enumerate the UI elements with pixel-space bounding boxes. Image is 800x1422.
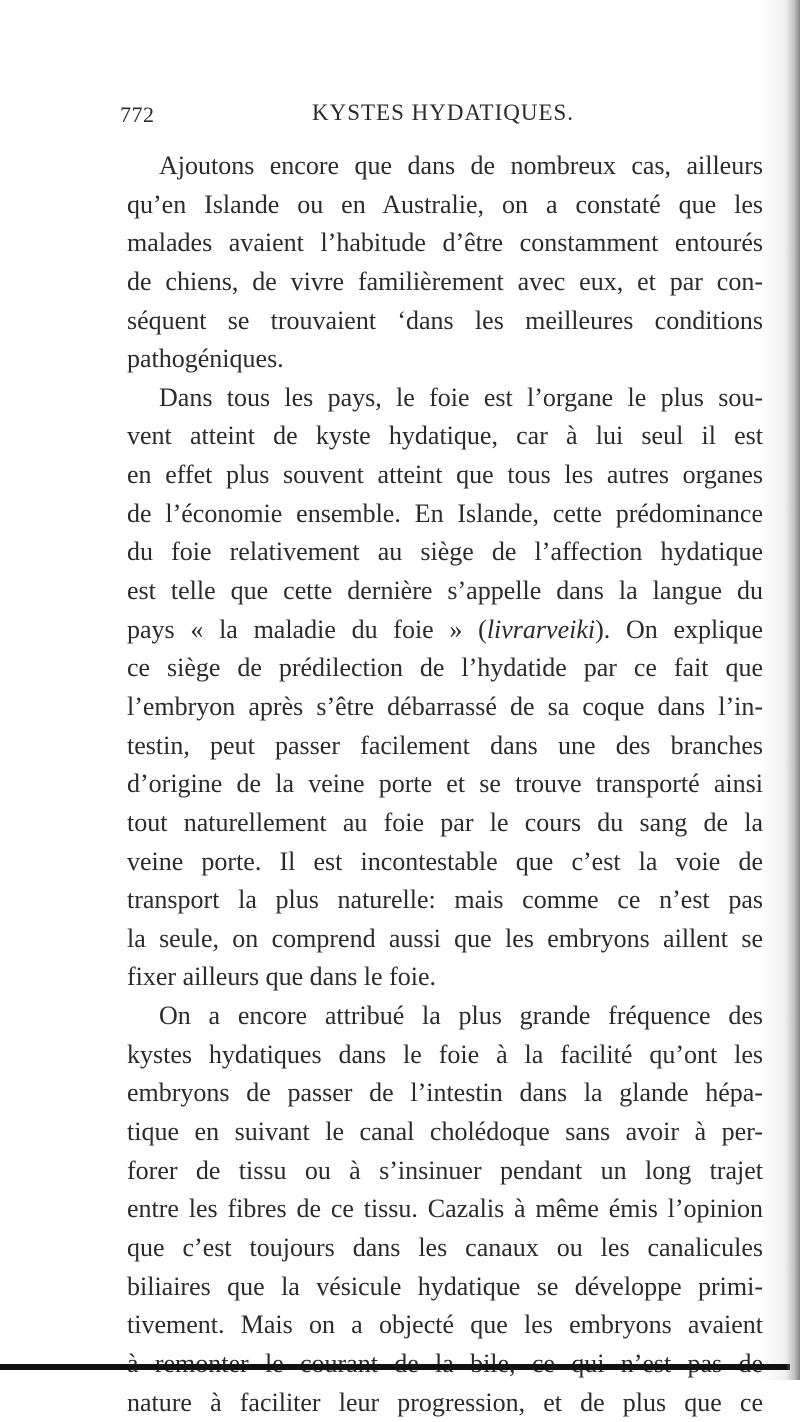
text-line: pays « la maladie du foie » (livrarveiki). On explique <box>127 611 763 650</box>
text-line: séquent se trouvaient ‘dans les meilleures conditions <box>127 302 763 341</box>
page-edge-shadow <box>786 0 800 1380</box>
text-line: Ajoutons encore que dans de nombreux cas, ailleurs <box>127 147 763 186</box>
text-line: en effet plus souvent atteint que tous les autres organes <box>127 456 763 495</box>
page-number: 772 <box>120 102 155 128</box>
text-line: tivement. Mais on a objecté que les embryons avaient <box>127 1306 763 1345</box>
text-line: la seule, on comprend aussi que les embryons aillent se <box>127 920 763 959</box>
text-line: kystes hydatiques dans le foie à la facilité qu’ont les <box>127 1036 763 1075</box>
text-line: est telle que cette dernière s’appelle dans la langue du <box>127 572 763 611</box>
text-line: entre les fibres de ce tissu. Cazalis à même émis l’opinion <box>127 1190 763 1229</box>
text-line: du foie relativement au siège de l’affection hydatique <box>127 533 763 572</box>
text-line: embryons de passer de l’intestin dans la glande hépa- <box>127 1074 763 1113</box>
text-line: malades avaient l’habitude d’être constamment entourés <box>127 224 763 263</box>
running-title: KYSTES HYDATIQUES. <box>312 100 574 126</box>
text-line: nature à faciliter leur progression, et de plus que ce <box>127 1384 763 1422</box>
page-header <box>120 78 760 118</box>
text-line: Dans tous les pays, le foie est l’organe le plus sou- <box>127 379 763 418</box>
text-line: biliaires que la vésicule hydatique se développe primi- <box>127 1268 763 1307</box>
text-line: veine porte. Il est incontestable que c’est la voie de <box>127 843 763 882</box>
text-line: vent atteint de kyste hydatique, car à lui seul il est <box>127 417 763 456</box>
text-line: ce siège de prédilection de l’hydatide par ce fait que <box>127 649 763 688</box>
text-line: tique en suivant le canal cholédoque sans avoir à per- <box>127 1113 763 1152</box>
text-line: forer de tissu ou à s’insinuer pendant un long trajet <box>127 1152 763 1191</box>
text-line: d’origine de la veine porte et se trouve transporté ainsi <box>127 765 763 804</box>
text-line: testin, peut passer facilement dans une des branches <box>127 727 763 766</box>
text-line: qu’en Islande ou en Australie, on a constaté que les <box>127 186 763 225</box>
text-line: de l’économie ensemble. En Islande, cette prédominance <box>127 495 763 534</box>
text-line: que c’est toujours dans les canaux ou les canalicules <box>127 1229 763 1268</box>
text-line: transport la plus naturelle: mais comme ce n’est pas <box>127 881 763 920</box>
text-line: fixer ailleurs que dans le foie. <box>127 958 763 997</box>
text-line: de chiens, de vivre familièrement avec eux, et par con- <box>127 263 763 302</box>
text-line: l’embryon après s’être débarrassé de sa coque dans l’in- <box>127 688 763 727</box>
text-line: pathogéniques. <box>127 340 763 379</box>
bottom-edge-rule <box>0 1364 790 1370</box>
italic-term: livrarveiki <box>487 615 595 644</box>
text-line: On a encore attribué la plus grande fréquence des <box>127 997 763 1036</box>
body-text <box>127 147 763 1422</box>
text-line: tout naturellement au foie par le cours du sang de la <box>127 804 763 843</box>
